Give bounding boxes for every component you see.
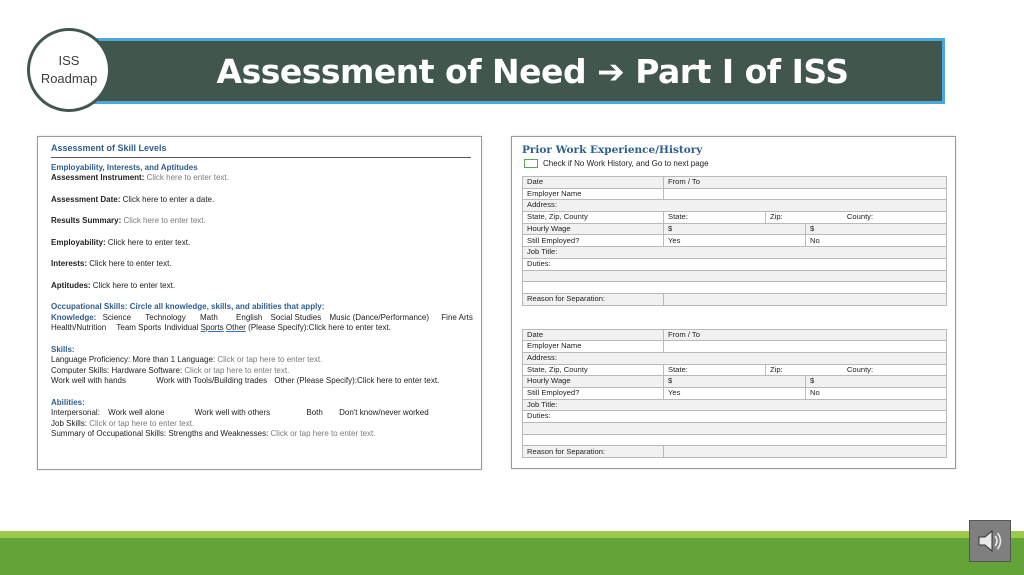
instrument-row: Assessment Instrument: Click here to enter text. [51, 173, 229, 182]
knowledge-row: Knowledge: Science Technology Math English Social Studies Music (Dance/Performance) Fine Arts [51, 312, 473, 322]
interests-row: Interests: Click here to enter text. [51, 259, 172, 268]
knowledge-option[interactable]: Music (Dance/Performance) [329, 312, 430, 322]
abilities-heading: Abilities: [51, 397, 85, 407]
knowledge-row-2 [51, 323, 471, 334]
speaker-icon[interactable] [969, 520, 1011, 562]
table-row [523, 352, 947, 364]
arrow-icon: ➔ [597, 51, 625, 91]
table-row [523, 411, 947, 423]
section-heading: Employability, Interests, and Aptitudes [51, 162, 198, 172]
duties-field[interactable]: Duties: [523, 258, 947, 270]
table-row [523, 247, 947, 259]
footer-bar [0, 538, 1024, 575]
table-row: Date From / To [523, 329, 947, 341]
table-row: Reason for Separation: [523, 446, 947, 458]
date-row: Assessment Date: Click here to enter a date. [51, 194, 215, 204]
skill-other-field[interactable]: Other (Please Specify):Click here to enter text. [274, 376, 440, 385]
date-field[interactable]: Click here to enter a date. [122, 194, 215, 204]
aptitudes-row: Aptitudes: Click here to enter text. [51, 280, 176, 290]
no-option[interactable]: No [806, 388, 947, 400]
ability-option[interactable]: Work well with others [194, 408, 271, 417]
work-row [51, 376, 471, 387]
address-field[interactable]: Address: [523, 200, 947, 212]
employer-field[interactable] [664, 188, 947, 200]
table-row: State, Zip, County State: Zip: County: [523, 212, 947, 224]
results-field[interactable]: Click here to enter text. [123, 216, 206, 225]
yes-option[interactable]: Yes [664, 388, 806, 400]
doc-title: Assessment of Skill Levels [51, 143, 471, 158]
skill-option[interactable]: Work with Tools/Building trades [156, 376, 268, 385]
knowledge-option[interactable]: English [236, 312, 263, 322]
slide-title [187, 52, 849, 91]
table-row: Employer Name [523, 188, 947, 200]
employability-field[interactable]: Click here to enter text. [107, 237, 191, 247]
knowledge-option[interactable]: Sports [200, 323, 224, 332]
title-part2: Part I of ISS [635, 51, 849, 91]
no-history-check-row [524, 159, 945, 170]
wage-field[interactable]: $ [806, 223, 947, 235]
work-history-table-2 [522, 329, 947, 459]
check-label: Check if No Work History, and Go to next page [543, 158, 709, 168]
title-banner [90, 38, 945, 104]
table-row [523, 270, 947, 282]
language-row: Language Proficiency: More than 1 Language: Click or tap here to enter text. [51, 355, 323, 364]
job-title-field[interactable]: Job Title: [523, 247, 947, 259]
wage-field[interactable]: $ [806, 376, 947, 388]
job-skills-field[interactable]: Click or tap here to enter text. [89, 418, 195, 428]
knowledge-option[interactable]: Team Sports [116, 323, 162, 332]
ability-option[interactable]: Both [306, 408, 323, 417]
state-field[interactable]: State: [664, 364, 766, 376]
address-field[interactable]: Address: [523, 352, 947, 364]
duties-field[interactable]: Duties: [523, 411, 947, 423]
employability-row: Employability: Click here to enter text. [51, 237, 191, 247]
table-row [523, 258, 947, 270]
zip-county-field[interactable]: Zip: County: [766, 212, 947, 224]
roadmap-badge[interactable] [27, 28, 111, 112]
language-field[interactable]: Click or tap here to enter text. [217, 355, 323, 364]
reason-field[interactable] [664, 293, 947, 305]
employer-field[interactable] [664, 341, 947, 353]
table-row [523, 282, 947, 294]
interests-field[interactable]: Click here to enter text. [89, 259, 172, 268]
job-title-field[interactable]: Job Title: [523, 399, 947, 411]
knowledge-option[interactable]: Other [225, 323, 246, 332]
interpersonal-row: Interpersonal: Work well alone Work well with others Both Don't know/never worked [51, 408, 429, 417]
knowledge-option[interactable]: Technology [145, 312, 186, 322]
knowledge-option[interactable]: Science [102, 312, 132, 322]
table-row [523, 434, 947, 446]
table-row: Date From / To [523, 177, 947, 189]
table-row: Still Employed? Yes No [523, 235, 947, 247]
work-history-table-1 [522, 176, 947, 306]
table-row: Hourly Wage $ $ [523, 223, 947, 235]
table-row [523, 423, 947, 435]
table-row: Still Employed? Yes No [523, 388, 947, 400]
job-skills-row: Job Skills: Click or tap here to enter text. [51, 418, 195, 428]
form-title: Prior Work Experience/History [522, 144, 703, 156]
results-row: Results Summary: Click here to enter text. [51, 216, 206, 225]
table-row: Reason for Separation: [523, 293, 947, 305]
computer-row: Computer Skills: Hardware Software: Click or tap here to enter text. [51, 365, 290, 375]
date-field[interactable]: From / To [664, 177, 947, 189]
knowledge-option[interactable]: Fine Arts [441, 312, 473, 322]
table-row: Employer Name [523, 341, 947, 353]
state-field[interactable]: State: [664, 212, 766, 224]
badge-line2: Roadmap [40, 71, 98, 86]
no-history-checkbox[interactable] [524, 159, 538, 168]
badge-line1: ISS [58, 53, 80, 68]
work-history-document [511, 136, 956, 469]
knowledge-other-field[interactable]: (Please Specify):Click here to enter text. [248, 323, 391, 332]
ability-option[interactable]: Work well alone [108, 408, 165, 417]
skill-option[interactable]: Work well with hands [51, 376, 126, 385]
table-row [523, 399, 947, 411]
knowledge-option[interactable]: Health/Nutrition [51, 323, 107, 332]
summary-field[interactable]: Click or tap here to enter text. [270, 429, 376, 438]
occupational-heading: Occupational Skills: Circle all knowledge, skills, and abilities that apply: [51, 302, 325, 311]
ability-option[interactable]: Don't know/never worked [339, 408, 429, 417]
zip-county-field[interactable]: Zip: County: [766, 364, 947, 376]
date-field[interactable]: From / To [664, 329, 947, 341]
knowledge-option[interactable]: Individual [164, 323, 199, 332]
table-row: Hourly Wage $ $ [523, 376, 947, 388]
computer-field[interactable]: Click or tap here to enter text. [184, 365, 290, 375]
knowledge-option[interactable]: Social Studies [270, 312, 322, 322]
knowledge-option[interactable]: Math [200, 312, 218, 322]
summary-row: Summary of Occupational Skills: Strengths and Weaknesses: Click or tap here to enter text. [51, 429, 376, 438]
skills-heading: Skills: [51, 344, 75, 354]
table-row: State, Zip, County State: Zip: County: [523, 364, 947, 376]
no-option[interactable]: No [806, 235, 947, 247]
reason-field[interactable] [664, 446, 947, 458]
footer-accent-bar [0, 531, 1024, 538]
skill-levels-document [37, 136, 482, 470]
yes-option[interactable]: Yes [664, 235, 806, 247]
aptitudes-field[interactable]: Click here to enter text. [92, 280, 176, 290]
wage-field[interactable]: $ [664, 223, 806, 235]
wage-field[interactable]: $ [664, 376, 806, 388]
table-row [523, 200, 947, 212]
instrument-field[interactable]: Click here to enter text. [146, 173, 229, 182]
title-part1: Assessment of Need [216, 51, 587, 91]
